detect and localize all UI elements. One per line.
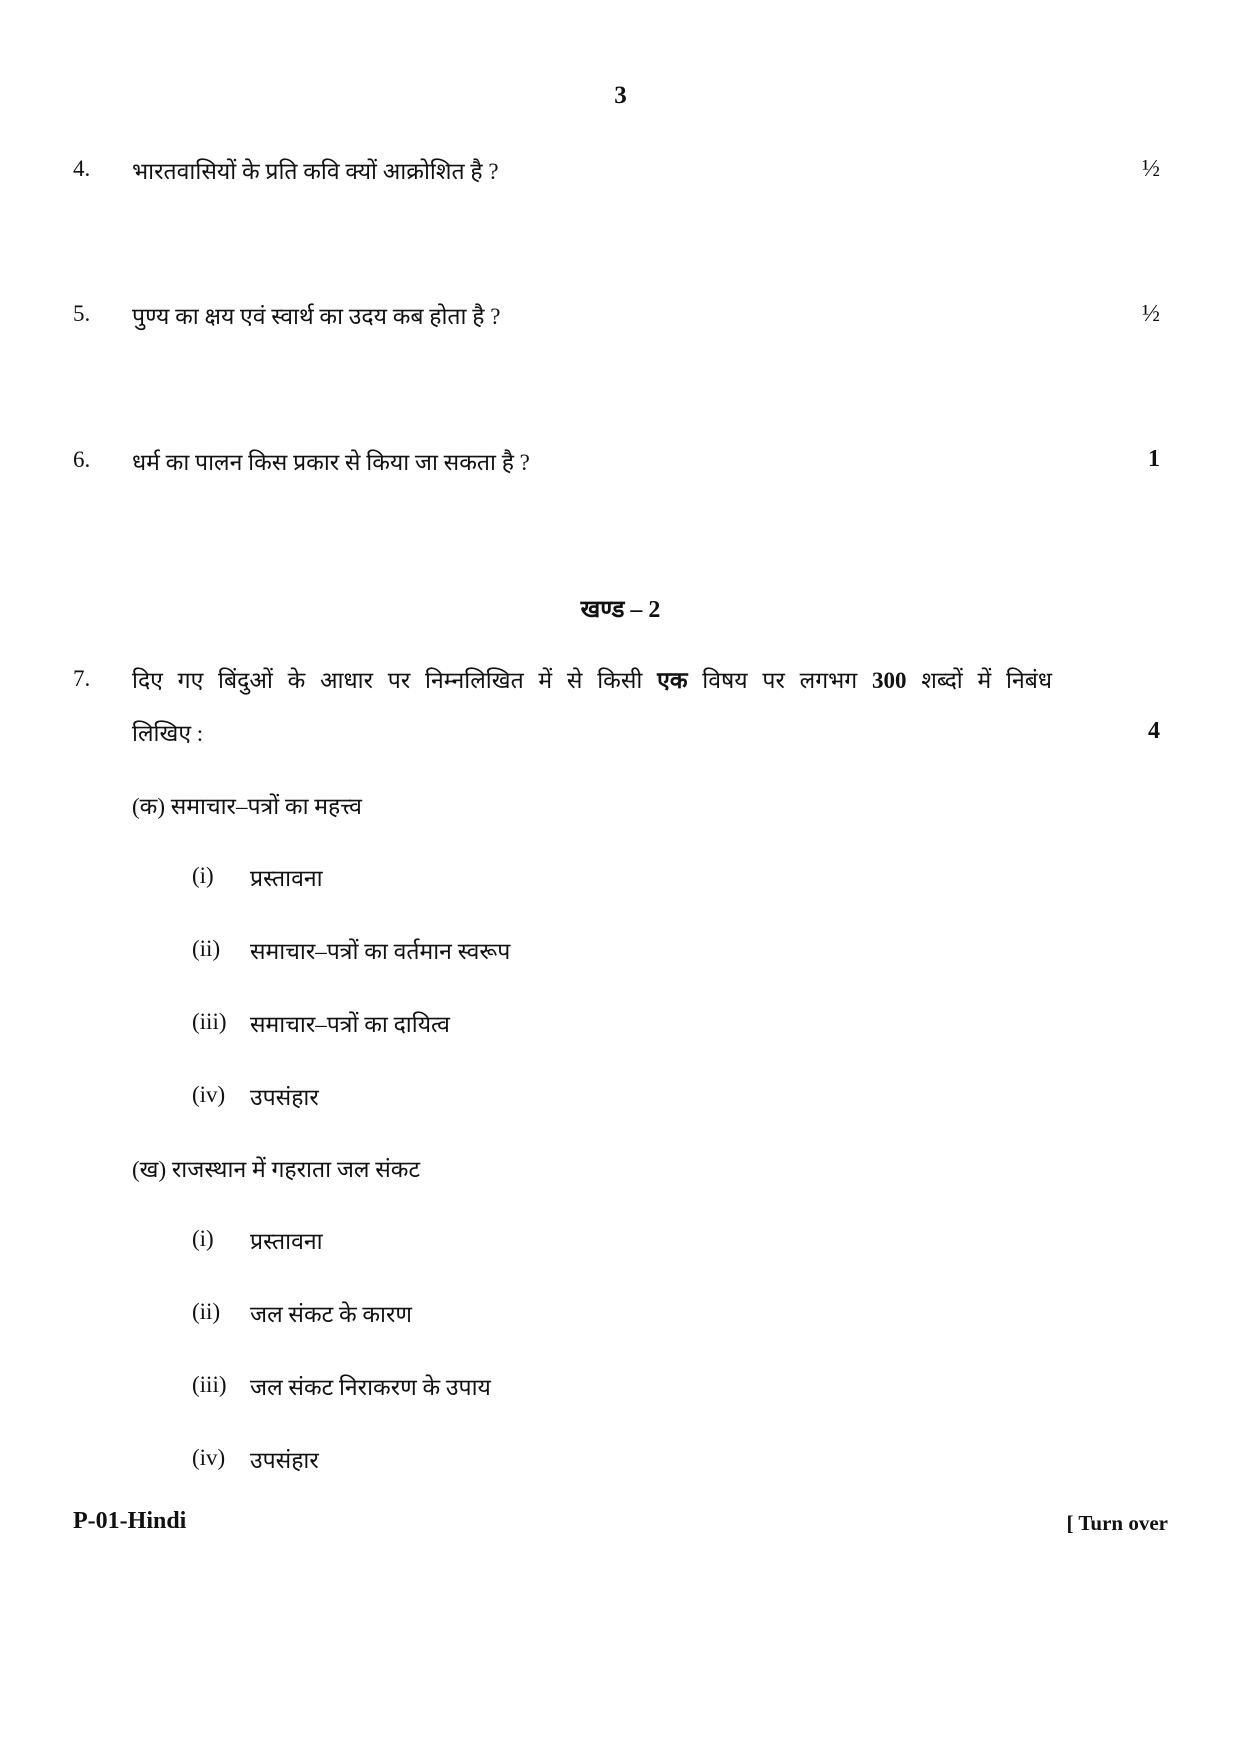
question-number: 7. bbox=[73, 666, 91, 691]
turn-over-note: [ Turn over bbox=[1066, 1511, 1168, 1535]
question-marks: 1 bbox=[1148, 446, 1160, 472]
q7-text-part: विषय पर लगभग bbox=[702, 668, 858, 693]
point-number: (i) bbox=[192, 863, 214, 888]
question-marks: ½ bbox=[1142, 301, 1160, 327]
point-number: (ii) bbox=[192, 936, 221, 961]
question-number: 6. bbox=[73, 447, 91, 472]
essay-option bbox=[132, 1152, 420, 1184]
point-text: जल संकट निराकरण के उपाय bbox=[250, 1375, 491, 1400]
point-text: समाचार–पत्रों का वर्तमान स्वरूप bbox=[250, 939, 511, 964]
point-text: समाचार–पत्रों का दायित्व bbox=[250, 1012, 450, 1037]
page-number: 3 bbox=[614, 82, 627, 109]
point-number: (iv) bbox=[192, 1445, 226, 1470]
essay-option bbox=[132, 789, 362, 821]
question-marks: 4 bbox=[1148, 718, 1160, 744]
question-text-line1 bbox=[132, 663, 1052, 695]
question-marks: ½ bbox=[1142, 156, 1160, 182]
point-text: प्रस्तावना bbox=[250, 866, 323, 891]
option-label: (ख) bbox=[132, 1157, 167, 1182]
option-title: समाचार–पत्रों का महत्त्व bbox=[170, 794, 362, 819]
point-number: (iv) bbox=[192, 1082, 226, 1107]
option-label: (क) bbox=[132, 794, 165, 819]
question-text-line2: लिखिए : bbox=[132, 721, 204, 746]
point-text: उपसंहार bbox=[250, 1448, 319, 1473]
option-title: राजस्थान में गहराता जल संकट bbox=[171, 1157, 421, 1182]
point-text: उपसंहार bbox=[250, 1085, 319, 1110]
question-number: 5. bbox=[73, 301, 91, 326]
point-text: जल संकट के कारण bbox=[250, 1302, 413, 1327]
point-number: (i) bbox=[192, 1226, 214, 1251]
point-number: (ii) bbox=[192, 1299, 221, 1324]
point-text: प्रस्तावना bbox=[250, 1229, 323, 1254]
paper-code: P-01-Hindi bbox=[73, 1508, 187, 1534]
question-text: पुण्य का क्षय एवं स्वार्थ का उदय कब होता है ? bbox=[132, 304, 501, 329]
q7-text-part: दिए गए बिंदुओं के आधार पर निम्नलिखित में से किसी bbox=[132, 668, 643, 693]
q7-bold-number: 300 bbox=[872, 668, 907, 693]
question-text: धर्म का पालन किस प्रकार से किया जा सकता है ? bbox=[132, 450, 530, 475]
question-text: भारतवासियों के प्रति कवि क्यों आक्रोशित है ? bbox=[132, 159, 499, 184]
question-number: 4. bbox=[73, 156, 91, 181]
q7-bold-word: एक bbox=[657, 668, 688, 693]
point-number: (iii) bbox=[192, 1009, 227, 1034]
q7-text-part: शब्दों में निबंध bbox=[921, 668, 1052, 693]
point-number: (iii) bbox=[192, 1372, 227, 1397]
section-heading: खण्ड – 2 bbox=[580, 597, 661, 623]
